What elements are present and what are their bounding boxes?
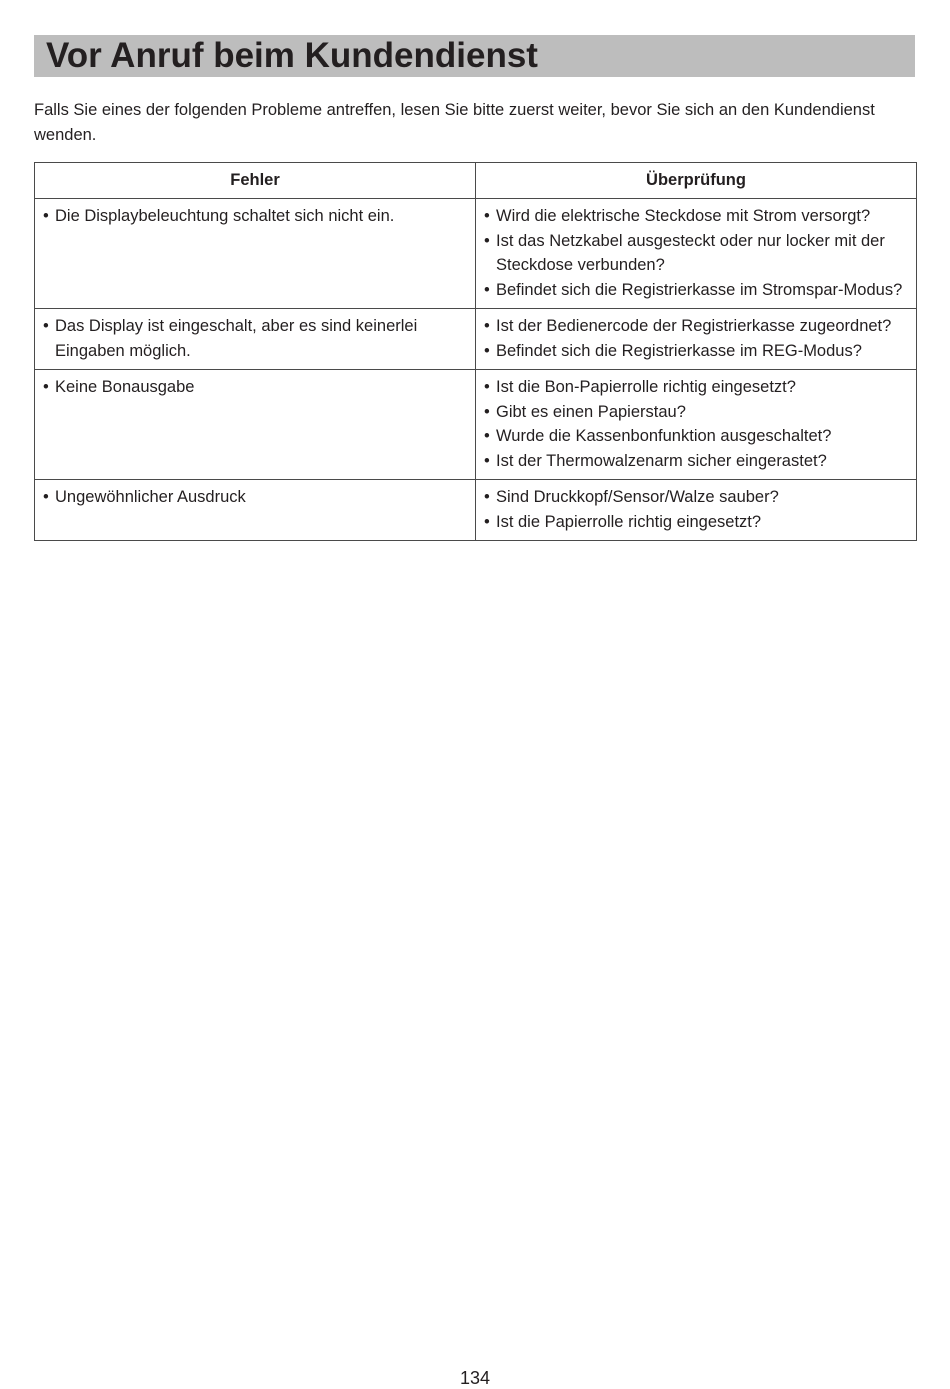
problem-item: • Ungewöhnlicher Ausdruck (43, 485, 467, 510)
page-title: Vor Anruf beim Kundendienst (46, 36, 538, 75)
check-item: • Ist die Bon-Papierrolle richtig eingesetzt? (484, 375, 908, 400)
check-item: • Ist das Netzkabel ausgesteckt oder nur locker mit der Steckdose verbunden? (484, 229, 908, 278)
checks-cell (476, 309, 917, 370)
check-item: • Ist die Papierrolle richtig eingesetzt? (484, 510, 908, 535)
table-row (35, 199, 917, 309)
problem-item: • Die Displaybeleuchtung schaltet sich nicht ein. (43, 204, 467, 229)
problem-cell (35, 480, 476, 541)
problem-cell (35, 309, 476, 370)
check-item: • Wurde die Kassenbonfunktion ausgeschaltet? (484, 424, 908, 449)
table-row (35, 480, 917, 541)
check-item: • Ist der Bedienercode der Registrierkasse zugeordnet? (484, 314, 908, 339)
checks-cell (476, 199, 917, 309)
page-number: 134 (459, 1368, 491, 1388)
check-item: • Sind Druckkopf/Sensor/Walze sauber? (484, 485, 908, 510)
table-header-row (35, 163, 917, 199)
problem-item: • Keine Bonausgabe (43, 375, 467, 400)
problem-cell (35, 199, 476, 309)
check-item: • Gibt es einen Papierstau? (484, 400, 908, 425)
header-ueberpruefung: Überprüfung (476, 163, 917, 199)
checks-cell (476, 370, 917, 480)
intro-text: Falls Sie eines der folgenden Probleme antreffen, lesen Sie bitte zuerst weiter, bevor Sie sich an den Kundendienst wenden. (34, 101, 875, 144)
check-item: • Befindet sich die Registrierkasse im REG-Modus? (484, 339, 908, 364)
check-item: • Wird die elektrische Steckdose mit Strom versorgt? (484, 204, 908, 229)
header-fehler: Fehler (35, 163, 476, 199)
check-item: • Ist der Thermowalzenarm sicher eingerastet? (484, 449, 908, 474)
checks-cell (476, 480, 917, 541)
problem-cell (35, 370, 476, 480)
troubleshooting-table (34, 162, 917, 541)
check-item: • Befindet sich die Registrierkasse im Stromspar-Modus? (484, 278, 908, 303)
table-row (35, 370, 917, 480)
problem-item: • Das Display ist eingeschalt, aber es sind keinerlei Eingaben möglich. (43, 314, 467, 363)
table-row (35, 309, 917, 370)
title-bar (34, 35, 915, 77)
